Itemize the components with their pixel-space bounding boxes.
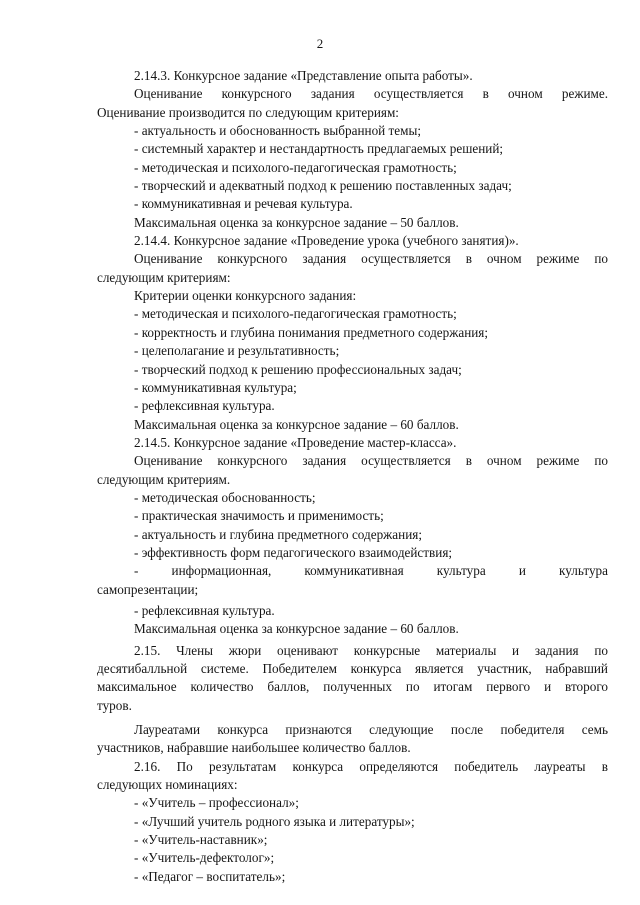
list-item: - системный характер и нестандартность предлагаемых решений;: [134, 141, 504, 157]
paragraph-line: Оценивание производится по следующим критериям:: [97, 104, 399, 120]
list-item: - «Учитель-дефектолог»;: [134, 850, 275, 866]
list-item: - актуальность и обоснованность выбранной темы;: [134, 123, 422, 139]
list-item: - «Учитель – профессионал»;: [134, 795, 299, 811]
paragraph-line: туров.: [97, 697, 132, 713]
paragraph-line: 2.14.5. Конкурсное задание «Проведение мастер-класса».: [134, 434, 457, 450]
paragraph-line: самопрезентации;: [97, 581, 199, 597]
list-item: - «Лучший учитель родного языка и литературы»;: [134, 813, 415, 829]
list-item: - коммуникативная культура;: [134, 379, 297, 395]
paragraph-line: Максимальная оценка за конкурсное задание – 50 баллов.: [134, 214, 459, 230]
list-item: - информационная, коммуникативная культура и культура: [134, 563, 608, 579]
paragraph-line: следующим критериям:: [97, 269, 231, 285]
list-item: - рефлексивная культура.: [134, 398, 275, 414]
list-item: - методическая и психолого-педагогическая грамотность;: [134, 306, 457, 322]
paragraph-line: Оценивание конкурсного задания осуществляется в очном режиме по: [134, 251, 608, 267]
paragraph-line: Максимальная оценка за конкурсное задание – 60 баллов.: [134, 621, 459, 637]
list-item: - рефлексивная культура.: [134, 602, 275, 618]
list-item: - «Учитель-наставник»;: [134, 832, 268, 848]
paragraph-line: участников, набравшие наибольшее количество баллов.: [97, 740, 411, 756]
paragraph-line: десятибалльной системе. Победителем конкурса является участник, набравший: [97, 661, 608, 676]
list-item: - творческий подход к решению профессиональных задач;: [134, 361, 462, 377]
paragraph-line: 2.16. По результатам конкурса определяются победитель лауреаты в: [134, 758, 608, 774]
list-item: - методическая и психолого-педагогическая грамотность;: [134, 159, 457, 175]
document-body: [97, 67, 608, 886]
page-number: 2: [316, 36, 324, 51]
list-item: - целеполагание и результативность;: [134, 343, 340, 359]
paragraph-line: Лауреатами конкурса признаются следующие после победителя семь: [134, 722, 608, 738]
paragraph-line: Оценивание конкурсного задания осуществляется в очном режиме.: [134, 86, 608, 102]
paragraph-line: Оценивание конкурсного задания осуществляется в очном режиме по: [134, 453, 608, 469]
list-item: Критерии оценки конкурсного задания:: [134, 288, 357, 304]
list-item: - актуальность и глубина предметного содержания;: [134, 526, 422, 542]
list-item: - методическая обоснованность;: [134, 489, 316, 505]
paragraph-line: максимальное количество баллов, полученных по итогам первого и второго: [97, 679, 608, 695]
list-item: - практическая значимость и применимость;: [134, 508, 384, 524]
list-item: - коммуникативная и речевая культура.: [134, 196, 353, 212]
list-item: - корректность и глубина понимания предметного содержания;: [134, 324, 489, 340]
paragraph-line: следующих номинациях:: [97, 777, 238, 793]
paragraph-line: следующим критериям.: [97, 471, 231, 487]
paragraph-line: 2.14.4. Конкурсное задание «Проведение урока (учебного занятия)».: [134, 233, 519, 249]
paragraph-line: 2.14.3. Конкурсное задание «Представление опыта работы».: [134, 68, 473, 83]
paragraph-line: 2.15. Члены жюри оценивают конкурсные материалы и задания по: [134, 642, 608, 658]
list-item: - творческий и адекватный подход к решению поставленных задач;: [134, 178, 512, 194]
list-item: - эффективность форм педагогического взаимодействия;: [134, 544, 453, 560]
list-item: - «Педагог – воспитатель»;: [134, 868, 286, 884]
paragraph-line: Максимальная оценка за конкурсное задание – 60 баллов.: [134, 416, 459, 432]
